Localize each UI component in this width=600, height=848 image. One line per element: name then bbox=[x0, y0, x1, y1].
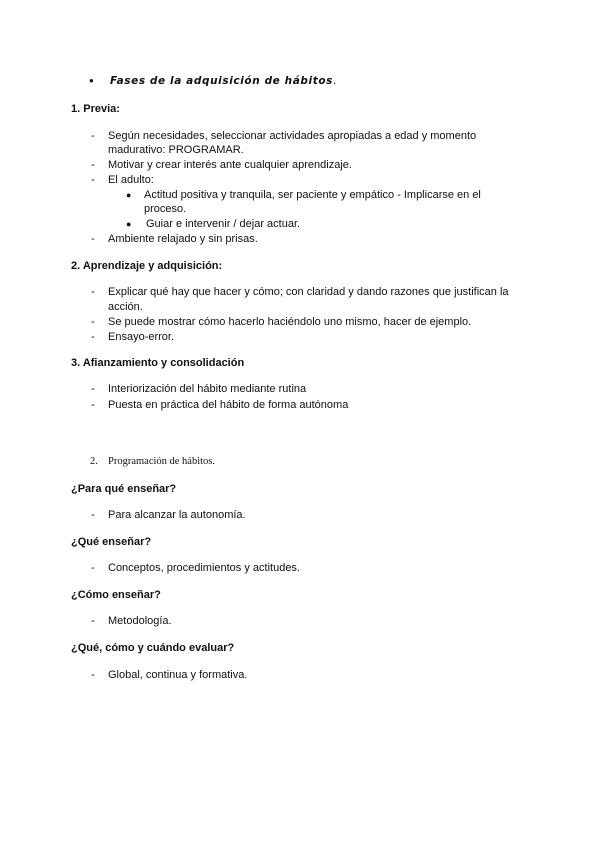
heading-aprendizaje: 2. Aprendizaje y adquisición: bbox=[71, 260, 223, 272]
question-heading: ¿Qué enseñar? bbox=[71, 536, 152, 548]
list-item: Explicar qué hay que hacer y cómo; con claridad y dando razones que justifican la bbox=[108, 286, 509, 298]
list-item-continuation: madurativo: PROGRAMAR. bbox=[108, 144, 244, 156]
section2-number: 2. bbox=[90, 456, 98, 467]
heading-afianzamiento: 3. Afianzamiento y consolidación bbox=[71, 357, 245, 369]
dash: - bbox=[91, 615, 95, 627]
dash: - bbox=[91, 383, 95, 395]
sub-list-item-continuation: proceso. bbox=[144, 203, 187, 215]
dash: - bbox=[91, 159, 95, 171]
list-item: Ensayo-error. bbox=[108, 331, 175, 343]
dash: - bbox=[91, 286, 95, 298]
dash: - bbox=[91, 174, 95, 186]
list-item: Se puede mostrar cómo hacerlo haciéndolo uno mismo, hacer de ejemplo. bbox=[108, 316, 472, 328]
bullet-dot: ● bbox=[89, 76, 94, 85]
dash: - bbox=[91, 562, 95, 574]
dash: - bbox=[91, 316, 95, 328]
question-heading: ¿Cómo enseñar? bbox=[71, 589, 161, 601]
sub-list-item: Actitud positiva y tranquila, ser paciente y empático - Implicarse en el bbox=[144, 189, 481, 201]
list-item-continuation: acción. bbox=[108, 301, 143, 313]
question-heading: ¿Para qué enseñar? bbox=[71, 483, 177, 495]
dash: - bbox=[91, 509, 95, 521]
answer-item: Global, continua y formativa. bbox=[108, 669, 248, 681]
dash: - bbox=[91, 399, 95, 411]
dash: - bbox=[91, 331, 95, 343]
dash: - bbox=[91, 130, 95, 142]
dash: - bbox=[91, 233, 95, 245]
section-title-period: . bbox=[333, 75, 337, 87]
list-item: Interiorización del hábito mediante rutina bbox=[108, 383, 307, 395]
question-heading: ¿Qué, cómo y cuándo evaluar? bbox=[71, 642, 235, 654]
answer-item: Para alcanzar la autonomía. bbox=[108, 509, 246, 521]
section-title-text: Fases de la adquisición de hábitos bbox=[110, 75, 334, 87]
list-item: El adulto: bbox=[108, 174, 154, 186]
answer-item: Conceptos, procedimientos y actitudes. bbox=[108, 562, 300, 574]
heading-previa: 1. Previa: bbox=[71, 103, 120, 115]
section2-title: Programación de hábitos. bbox=[108, 456, 216, 467]
sub-bullet-dot: ● bbox=[126, 219, 132, 229]
sub-list-item: Guiar e intervenir / dejar actuar. bbox=[146, 218, 301, 230]
section-title bbox=[110, 74, 337, 88]
list-item: Motivar y crear interés ante cualquier aprendizaje. bbox=[108, 159, 352, 171]
answer-item: Metodología. bbox=[108, 615, 172, 627]
sub-bullet-dot: ● bbox=[126, 190, 132, 200]
list-item: Ambiente relajado y sin prisas. bbox=[108, 233, 258, 245]
dash: - bbox=[91, 669, 95, 681]
list-item: Puesta en práctica del hábito de forma autónoma bbox=[108, 399, 349, 411]
list-item: Según necesidades, seleccionar actividades apropiadas a edad y momento bbox=[108, 130, 477, 142]
